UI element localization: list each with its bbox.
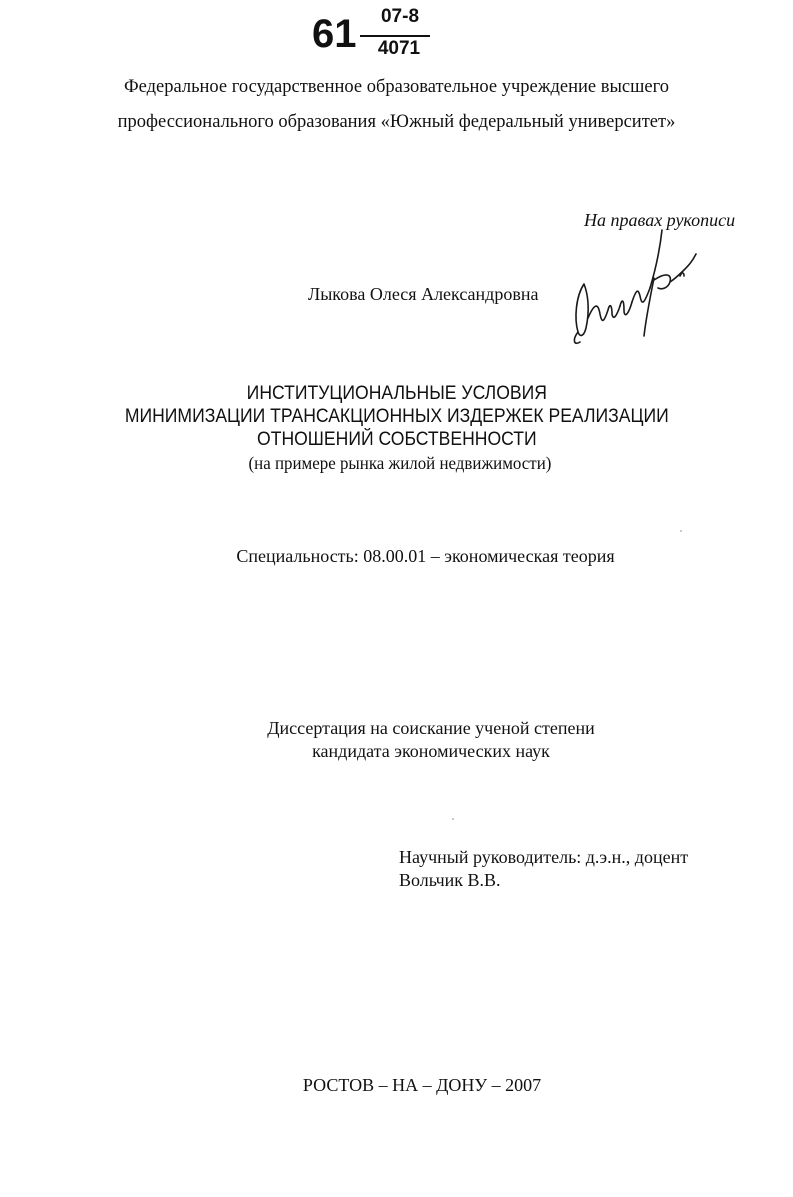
scan-speck xyxy=(680,530,682,532)
supervisor-line-1: Научный руководитель: д.э.н., доцент xyxy=(399,847,689,867)
dissertation-title-line-2: МИНИМИЗАЦИИ ТРАНСАКЦИОННЫХ ИЗДЕРЖЕК РЕАЛИЗАЦИИ xyxy=(124,406,669,427)
author-name: Лыкова Олеся Александровна xyxy=(308,284,539,304)
manuscript-rights-note: На правах рукописи xyxy=(584,210,736,230)
archive-stamp-fraction-bottom: 4071 xyxy=(377,38,421,59)
city-year: РОСТОВ – НА – ДОНУ – 2007 xyxy=(302,1075,542,1095)
specialty-line: Специальность: 08.00.01 – экономическая теория xyxy=(236,546,615,566)
institution-line-2: профессионального образования «Южный федеральный университет» xyxy=(117,112,676,132)
degree-line-1: Диссертация на соискание ученой степени xyxy=(267,718,595,738)
archive-stamp-number: 61 xyxy=(312,12,357,56)
supervisor-name: Вольчик В.В. xyxy=(399,870,501,890)
scan-speck xyxy=(452,818,454,820)
institution-line-1: Федеральное государственное образовательное учреждение высшего xyxy=(124,77,669,97)
dissertation-subtitle: (на примере рынка жилой недвижимости) xyxy=(248,453,552,473)
degree-line-2: кандидата экономических наук xyxy=(312,741,550,761)
signature-image xyxy=(566,218,706,350)
dissertation-title-line-3: ОТНОШЕНИЙ СОБСТВЕННОСТИ xyxy=(257,429,537,450)
dissertation-title-line-1: ИНСТИТУЦИОНАЛЬНЫЕ УСЛОВИЯ xyxy=(246,383,547,404)
archive-stamp-fraction-line xyxy=(360,35,430,37)
archive-stamp-fraction-top: 07-8 xyxy=(380,6,420,27)
